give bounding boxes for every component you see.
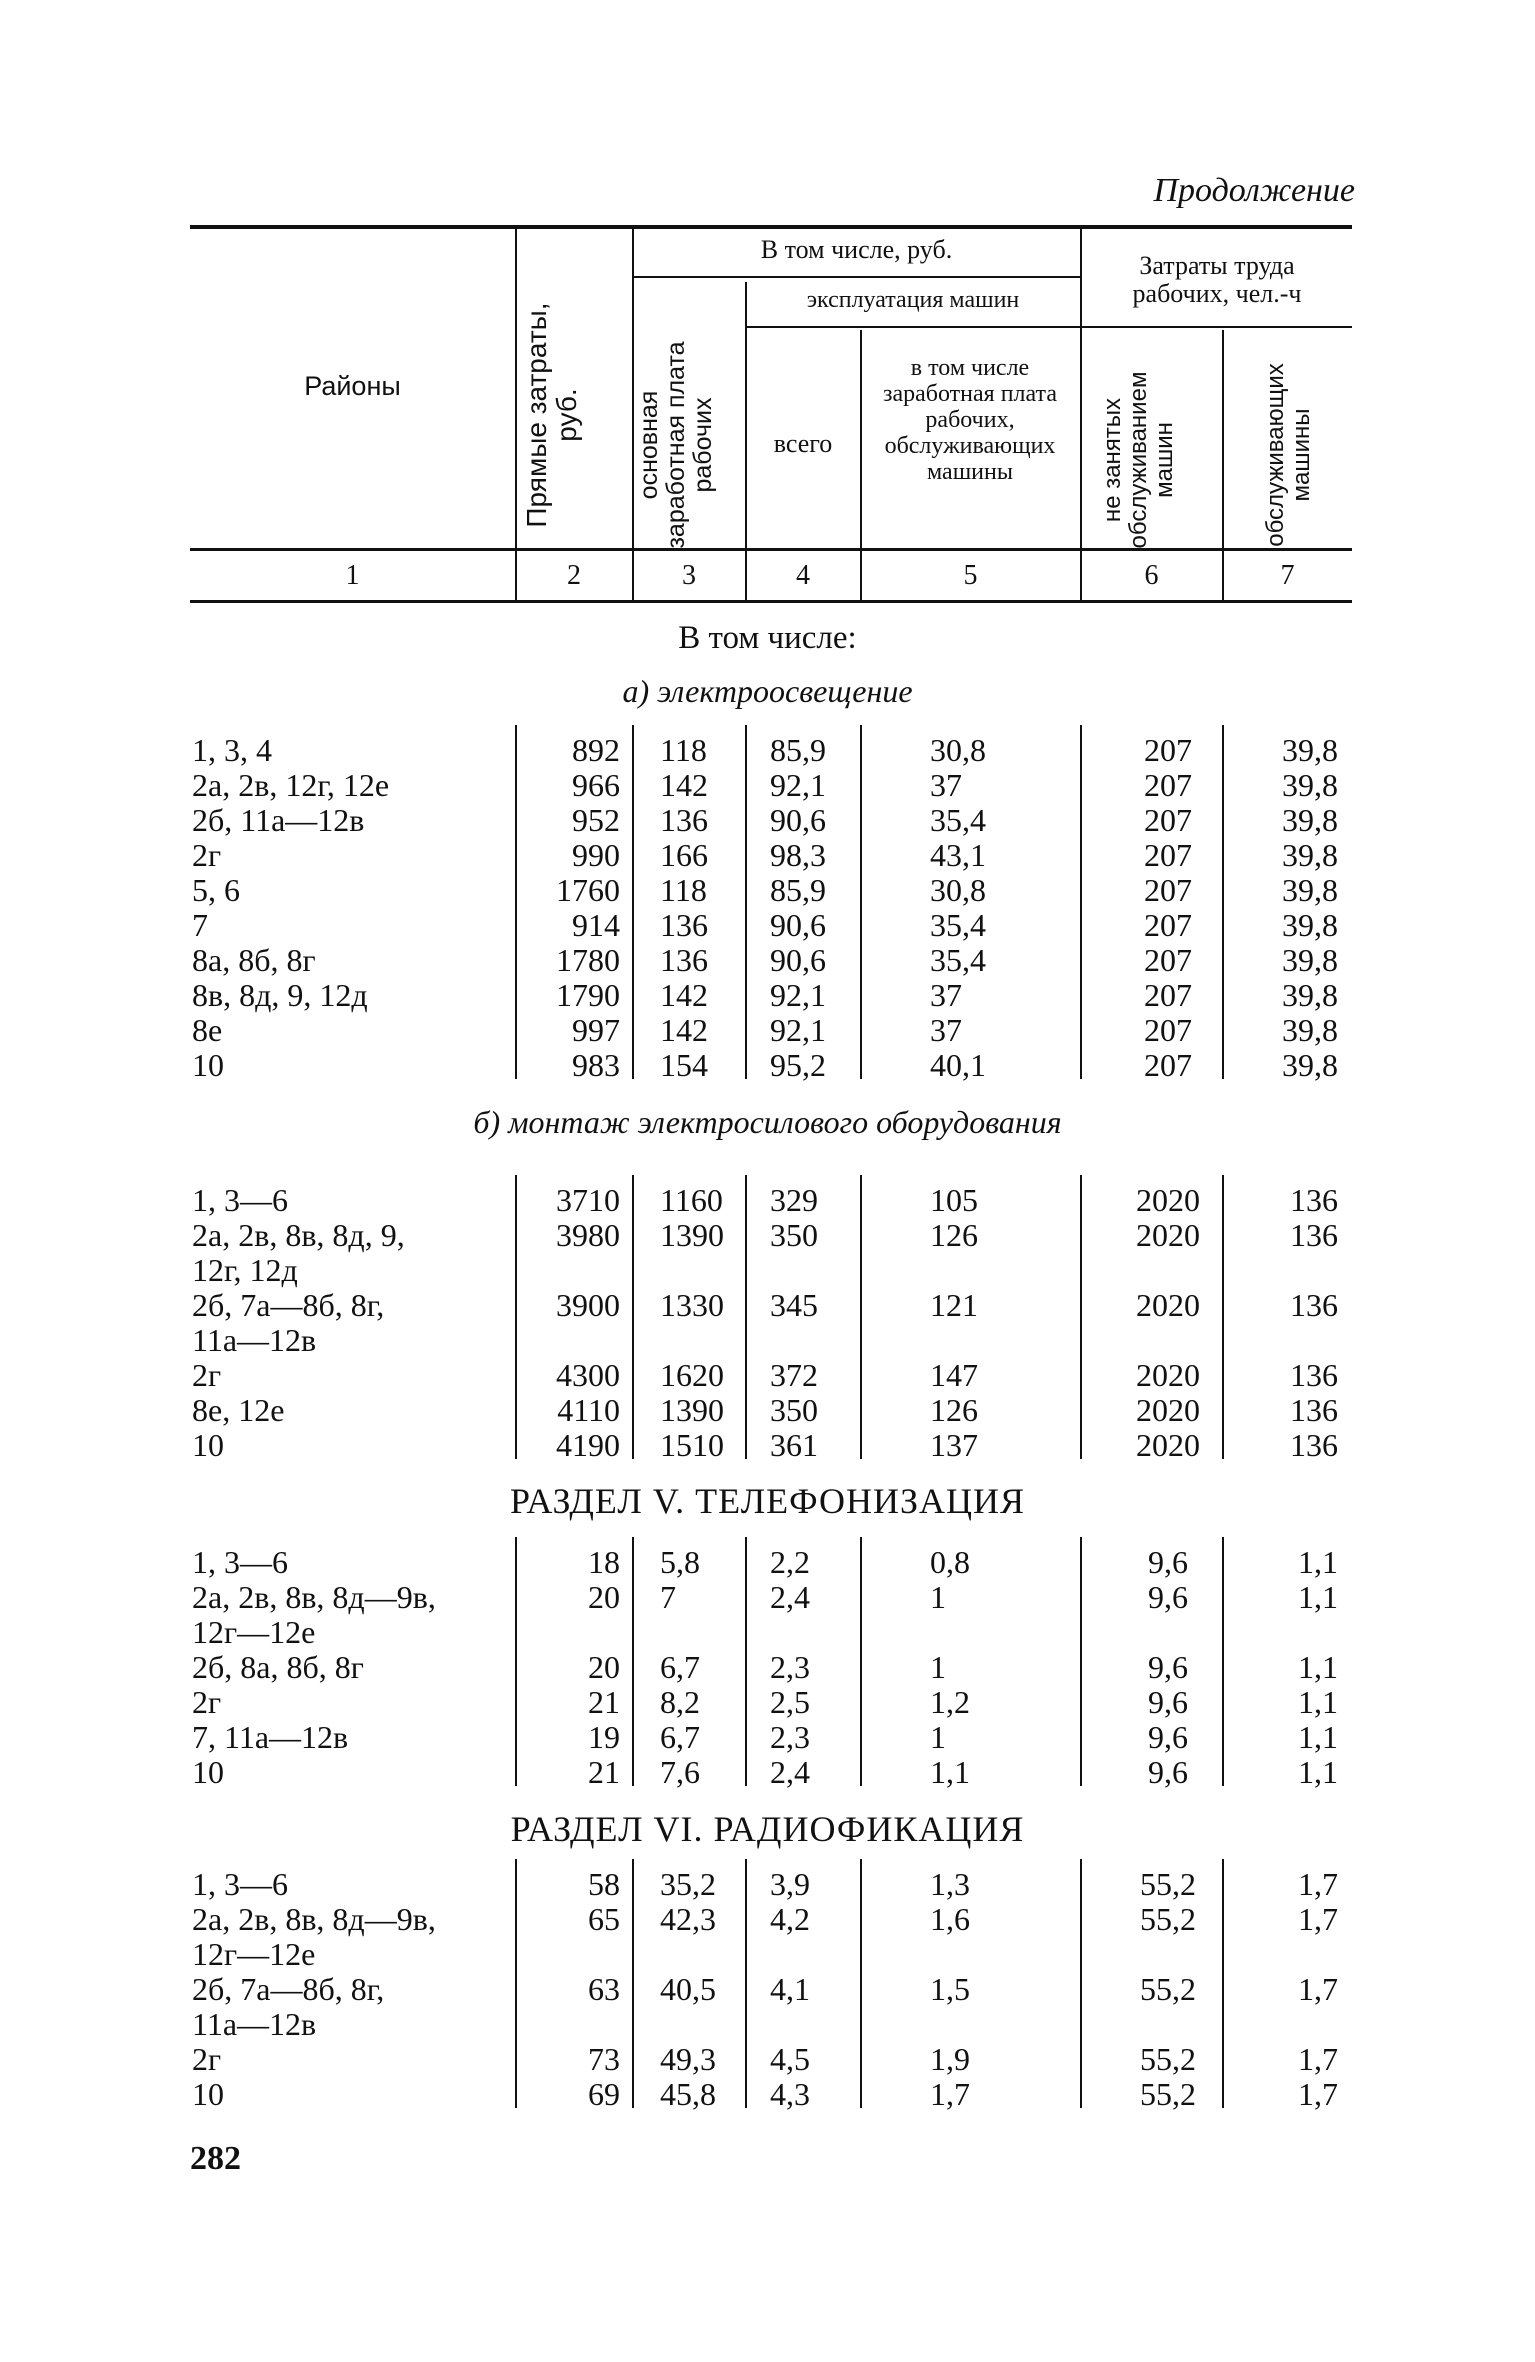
value-cell: 1,1	[1298, 1754, 1338, 1790]
section-title-power: б) монтаж электросилового оборудования	[473, 1104, 1062, 1140]
value-cell: 7	[660, 1579, 676, 1615]
region-cell: 8е, 12е	[192, 1392, 285, 1428]
table-row	[0, 1288, 1535, 1323]
column-rule	[515, 725, 517, 1079]
value-cell: 55,2	[1140, 1901, 1196, 1937]
value-cell: 9,6	[1148, 1719, 1188, 1755]
column-rule	[1222, 1859, 1224, 2108]
value-cell: 1,7	[1298, 1971, 1338, 2007]
table-row	[0, 1358, 1535, 1393]
region-cell: 2г	[192, 2041, 222, 2077]
value-cell: 136	[660, 802, 708, 838]
value-cell: 45,8	[660, 2076, 716, 2112]
column-rule	[745, 1859, 747, 2108]
region-cell: 11а—12в	[192, 1322, 317, 1358]
value-cell: 92,1	[770, 767, 826, 803]
table-row	[0, 1685, 1535, 1720]
header-col7: обслуживающих машины	[1262, 363, 1315, 547]
value-cell: 4,3	[770, 2076, 810, 2112]
value-cell: 1,1	[1298, 1719, 1338, 1755]
column-rule	[860, 1537, 862, 1786]
value-cell: 3980	[556, 1217, 620, 1253]
column-rule	[632, 1859, 634, 2108]
value-cell: 90,6	[770, 802, 826, 838]
region-cell: 2б, 7а—8б, 8г,	[192, 1287, 385, 1323]
table-row	[0, 803, 1535, 838]
value-cell: 2,2	[770, 1544, 810, 1580]
value-cell: 329	[770, 1182, 818, 1218]
value-cell: 207	[1144, 1047, 1192, 1083]
value-cell: 136	[1290, 1427, 1338, 1463]
value-cell: 1,9	[930, 2041, 970, 2077]
value-cell: 90,6	[770, 907, 826, 943]
value-cell: 136	[1290, 1392, 1338, 1428]
value-cell: 1,7	[1298, 2076, 1338, 2112]
value-cell: 136	[660, 942, 708, 978]
header-machines-rule	[746, 326, 1080, 328]
value-cell: 35,4	[930, 907, 986, 943]
col-num-3: 3	[682, 560, 696, 591]
header-group1-rule	[633, 276, 1080, 278]
table-row	[0, 1183, 1535, 1218]
table-row	[0, 908, 1535, 943]
table-row	[0, 1580, 1535, 1615]
value-cell: 1,1	[930, 1754, 970, 1790]
value-cell: 7,6	[660, 1754, 700, 1790]
column-rule	[1222, 1175, 1224, 1459]
value-cell: 207	[1144, 907, 1192, 943]
value-cell: 20	[588, 1649, 620, 1685]
value-cell: 1780	[556, 942, 620, 978]
value-cell: 55,2	[1140, 2041, 1196, 2077]
value-cell: 35,4	[930, 942, 986, 978]
value-cell: 92,1	[770, 1012, 826, 1048]
value-cell: 63	[588, 1971, 620, 2007]
value-cell: 1,7	[1298, 1866, 1338, 1902]
value-cell: 21	[588, 1754, 620, 1790]
value-cell: 372	[770, 1357, 818, 1393]
value-cell: 1	[930, 1579, 946, 1615]
value-cell: 137	[930, 1427, 978, 1463]
value-cell: 35,4	[930, 802, 986, 838]
region-cell: 2б, 8а, 8б, 8г	[192, 1649, 364, 1685]
value-cell: 207	[1144, 802, 1192, 838]
continuation-label: Продолжение	[1153, 172, 1355, 209]
value-cell: 39,8	[1282, 837, 1338, 873]
region-cell: 1, 3—6	[192, 1182, 288, 1218]
value-cell: 1330	[660, 1287, 724, 1323]
header-col6: не занятых обслуживанием машин	[1099, 371, 1178, 549]
region-cell: 1, 3—6	[192, 1544, 288, 1580]
value-cell: 40,5	[660, 1971, 716, 2007]
header-group-machines: эксплуатация машин	[806, 287, 1020, 313]
value-cell: 85,9	[770, 872, 826, 908]
value-cell: 207	[1144, 942, 1192, 978]
table-row	[0, 2007, 1535, 2042]
table-row	[0, 838, 1535, 873]
column-rule	[1080, 1175, 1082, 1459]
region-cell: 2г	[192, 1684, 222, 1720]
value-cell: 3,9	[770, 1866, 810, 1902]
value-cell: 9,6	[1148, 1754, 1188, 1790]
value-cell: 1760	[556, 872, 620, 908]
table-row	[0, 733, 1535, 768]
col-num-2: 2	[567, 560, 581, 591]
table-row	[0, 1902, 1535, 1937]
value-cell: 37	[930, 767, 962, 803]
value-cell: 1,6	[930, 1901, 970, 1937]
region-cell: 11а—12в	[192, 2006, 317, 2042]
value-cell: 37	[930, 977, 962, 1013]
region-cell: 2а, 2в, 8в, 8д, 9,	[192, 1217, 405, 1253]
value-cell: 35,2	[660, 1866, 716, 1902]
value-cell: 4,5	[770, 2041, 810, 2077]
region-cell: 10	[192, 1047, 224, 1083]
value-cell: 1,2	[930, 1684, 970, 1720]
value-cell: 990	[572, 837, 620, 873]
table-row	[0, 1545, 1535, 1580]
value-cell: 39,8	[1282, 977, 1338, 1013]
value-cell: 2020	[1136, 1287, 1200, 1323]
value-cell: 39,8	[1282, 802, 1338, 838]
header-vline-1	[515, 228, 517, 600]
value-cell: 207	[1144, 767, 1192, 803]
table-row	[0, 1218, 1535, 1253]
section-title-lighting: а) электроосвещение	[622, 673, 913, 709]
value-cell: 1,5	[930, 1971, 970, 2007]
table-row	[0, 1428, 1535, 1463]
value-cell: 9,6	[1148, 1649, 1188, 1685]
table-row	[0, 1393, 1535, 1428]
column-rule	[632, 1537, 634, 1786]
value-cell: 136	[1290, 1217, 1338, 1253]
table-row	[0, 768, 1535, 803]
section-title-telephone: РАЗДЕЛ V. ТЕЛЕФОНИЗАЦИЯ	[509, 1481, 1026, 1521]
region-cell: 10	[192, 1427, 224, 1463]
value-cell: 3710	[556, 1182, 620, 1218]
value-cell: 147	[930, 1357, 978, 1393]
column-rule	[745, 1537, 747, 1786]
value-cell: 6,7	[660, 1649, 700, 1685]
value-cell: 37	[930, 1012, 962, 1048]
table-row	[0, 1972, 1535, 2007]
value-cell: 0,8	[930, 1544, 970, 1580]
value-cell: 121	[930, 1287, 978, 1323]
column-rule	[1080, 1537, 1082, 1786]
value-cell: 4110	[557, 1392, 620, 1428]
value-cell: 90,6	[770, 942, 826, 978]
column-rule	[860, 1859, 862, 2108]
value-cell: 118	[660, 732, 707, 768]
value-cell: 20	[588, 1579, 620, 1615]
value-cell: 5,8	[660, 1544, 700, 1580]
value-cell: 2020	[1136, 1427, 1200, 1463]
value-cell: 58	[588, 1866, 620, 1902]
value-cell: 2,5	[770, 1684, 810, 1720]
value-cell: 142	[660, 767, 708, 803]
header-col3: основная заработная плата рабочих	[635, 341, 717, 549]
value-cell: 39,8	[1282, 1012, 1338, 1048]
region-cell: 7	[192, 907, 208, 943]
value-cell: 2020	[1136, 1357, 1200, 1393]
region-cell: 1, 3, 4	[192, 732, 272, 768]
value-cell: 1790	[556, 977, 620, 1013]
value-cell: 2,4	[770, 1754, 810, 1790]
page-number: 282	[190, 2140, 241, 2177]
value-cell: 1,7	[930, 2076, 970, 2112]
value-cell: 1510	[660, 1427, 724, 1463]
region-cell: 2г	[192, 837, 222, 873]
value-cell: 350	[770, 1217, 818, 1253]
value-cell: 39,8	[1282, 1047, 1338, 1083]
table-row	[0, 1867, 1535, 1902]
value-cell: 1	[930, 1719, 946, 1755]
region-cell: 2б, 11а—12в	[192, 802, 365, 838]
value-cell: 1,1	[1298, 1649, 1338, 1685]
region-cell: 8в, 8д, 9, 12д	[192, 977, 368, 1013]
value-cell: 207	[1144, 1012, 1192, 1048]
value-cell: 142	[660, 977, 708, 1013]
col-num-5: 5	[963, 560, 978, 591]
value-cell: 4300	[556, 1357, 620, 1393]
value-cell: 361	[770, 1427, 818, 1463]
region-cell: 2а, 2в, 8в, 8д—9в,	[192, 1901, 436, 1937]
value-cell: 207	[1144, 872, 1192, 908]
header-top-rule	[190, 225, 1352, 229]
header-col5: в том числе заработная плата рабочих, обслуживающих машины	[883, 355, 1057, 485]
value-cell: 207	[1144, 837, 1192, 873]
table-row	[0, 1253, 1535, 1288]
value-cell: 1	[930, 1649, 946, 1685]
value-cell: 4,1	[770, 1971, 810, 2007]
column-rule	[745, 725, 747, 1079]
value-cell: 42,3	[660, 1901, 716, 1937]
value-cell: 997	[572, 1012, 620, 1048]
intro-heading: В том числе:	[678, 620, 857, 656]
value-cell: 9,6	[1148, 1684, 1188, 1720]
value-cell: 136	[660, 907, 708, 943]
table-row	[0, 943, 1535, 978]
header-col1: Районы	[304, 371, 401, 401]
column-rule	[632, 1175, 634, 1459]
value-cell: 30,8	[930, 732, 986, 768]
value-cell: 136	[1290, 1357, 1338, 1393]
table-row	[0, 1755, 1535, 1790]
table-row	[0, 873, 1535, 908]
value-cell: 19	[588, 1719, 620, 1755]
column-rule	[860, 1175, 862, 1459]
column-rule	[632, 725, 634, 1079]
value-cell: 1,1	[1298, 1544, 1338, 1580]
value-cell: 4,2	[770, 1901, 810, 1937]
table-row	[0, 1323, 1535, 1358]
value-cell: 118	[660, 872, 707, 908]
table-row	[0, 1013, 1535, 1048]
table-row	[0, 1720, 1535, 1755]
value-cell: 69	[588, 2076, 620, 2112]
column-rule	[515, 1537, 517, 1786]
value-cell: 39,8	[1282, 872, 1338, 908]
value-cell: 2,3	[770, 1649, 810, 1685]
value-cell: 55,2	[1140, 2076, 1196, 2112]
value-cell: 1,7	[1298, 1901, 1338, 1937]
column-rule	[1222, 725, 1224, 1079]
col-num-6: 6	[1144, 560, 1159, 591]
value-cell: 30,8	[930, 872, 986, 908]
column-rule	[1080, 1859, 1082, 2108]
value-cell: 21	[588, 1684, 620, 1720]
col-num-7: 7	[1280, 560, 1295, 591]
header-group2: Затраты труда рабочих, чел.-ч	[1132, 251, 1302, 309]
column-rule	[1080, 725, 1082, 1079]
region-cell: 5, 6	[192, 872, 240, 908]
table-row	[0, 978, 1535, 1013]
value-cell: 1620	[660, 1357, 724, 1393]
value-cell: 65	[588, 1901, 620, 1937]
value-cell: 9,6	[1148, 1579, 1188, 1615]
region-cell: 10	[192, 2076, 224, 2112]
value-cell: 350	[770, 1392, 818, 1428]
value-cell: 2,4	[770, 1579, 810, 1615]
table-row	[0, 1937, 1535, 1972]
region-cell: 8а, 8б, 8г	[192, 942, 316, 978]
value-cell: 1,1	[1298, 1684, 1338, 1720]
column-rule	[515, 1175, 517, 1459]
region-cell: 12г—12е	[192, 1614, 316, 1650]
value-cell: 142	[660, 1012, 708, 1048]
value-cell: 85,9	[770, 732, 826, 768]
column-rule	[745, 1175, 747, 1459]
value-cell: 126	[930, 1392, 978, 1428]
value-cell: 345	[770, 1287, 818, 1323]
header-col2: Прямые затраты, руб.	[521, 302, 583, 528]
region-cell: 2а, 2в, 12г, 12е	[192, 767, 390, 803]
value-cell: 40,1	[930, 1047, 986, 1083]
value-cell: 1160	[660, 1182, 723, 1218]
value-cell: 3900	[556, 1287, 620, 1323]
column-rule	[860, 725, 862, 1079]
value-cell: 207	[1144, 732, 1192, 768]
value-cell: 95,2	[770, 1047, 826, 1083]
region-cell: 12г, 12д	[192, 1252, 298, 1288]
value-cell: 8,2	[660, 1684, 700, 1720]
region-cell: 2г	[192, 1357, 222, 1393]
value-cell: 39,8	[1282, 767, 1338, 803]
value-cell: 892	[572, 732, 620, 768]
region-cell: 8е	[192, 1012, 223, 1048]
value-cell: 92,1	[770, 977, 826, 1013]
column-rule	[1222, 1537, 1224, 1786]
value-cell: 2,3	[770, 1719, 810, 1755]
value-cell: 6,7	[660, 1719, 700, 1755]
value-cell: 166	[660, 837, 708, 873]
table-row	[0, 1615, 1535, 1650]
value-cell: 105	[930, 1182, 978, 1218]
value-cell: 136	[1290, 1182, 1338, 1218]
region-cell: 10	[192, 1754, 224, 1790]
value-cell: 2020	[1136, 1392, 1200, 1428]
table-row	[0, 1048, 1535, 1083]
region-cell: 2а, 2в, 8в, 8д—9в,	[192, 1579, 436, 1615]
value-cell: 1,7	[1298, 2041, 1338, 2077]
value-cell: 4190	[556, 1427, 620, 1463]
value-cell: 43,1	[930, 837, 986, 873]
value-cell: 18	[588, 1544, 620, 1580]
value-cell: 914	[572, 907, 620, 943]
value-cell: 73	[588, 2041, 620, 2077]
value-cell: 966	[572, 767, 620, 803]
header-col4: всего	[773, 429, 833, 458]
value-cell: 1390	[660, 1392, 724, 1428]
region-cell: 7, 11а—12в	[192, 1719, 349, 1755]
header-vline-5	[1080, 228, 1082, 600]
value-cell: 126	[930, 1217, 978, 1253]
header-vline-2	[632, 228, 634, 600]
value-cell: 49,3	[660, 2041, 716, 2077]
numbers-bottom-rule	[190, 600, 1352, 603]
value-cell: 1,1	[1298, 1579, 1338, 1615]
header-group2-rule	[1081, 326, 1352, 328]
value-cell: 39,8	[1282, 732, 1338, 768]
value-cell: 2020	[1136, 1217, 1200, 1253]
col-num-1: 1	[345, 560, 360, 591]
value-cell: 9,6	[1148, 1544, 1188, 1580]
value-cell: 207	[1144, 977, 1192, 1013]
value-cell: 98,3	[770, 837, 826, 873]
region-cell: 1, 3—6	[192, 1866, 288, 1902]
value-cell: 39,8	[1282, 942, 1338, 978]
value-cell: 55,2	[1140, 1971, 1196, 2007]
region-cell: 2б, 7а—8б, 8г,	[192, 1971, 385, 2007]
value-cell: 154	[660, 1047, 708, 1083]
region-cell: 12г—12е	[192, 1936, 316, 1972]
value-cell: 39,8	[1282, 907, 1338, 943]
table-row	[0, 2077, 1535, 2112]
section-title-radio: РАЗДЕЛ VI. РАДИОФИКАЦИЯ	[510, 1809, 1025, 1849]
value-cell: 2020	[1136, 1182, 1200, 1218]
value-cell: 983	[572, 1047, 620, 1083]
value-cell: 1,3	[930, 1866, 970, 1902]
table-row	[0, 2042, 1535, 2077]
value-cell: 952	[572, 802, 620, 838]
value-cell: 136	[1290, 1287, 1338, 1323]
col-num-4: 4	[796, 560, 810, 591]
value-cell: 55,2	[1140, 1866, 1196, 1902]
column-rule	[515, 1859, 517, 2108]
table-row	[0, 1650, 1535, 1685]
header-group1: В том числе, руб.	[760, 235, 953, 264]
value-cell: 1390	[660, 1217, 724, 1253]
